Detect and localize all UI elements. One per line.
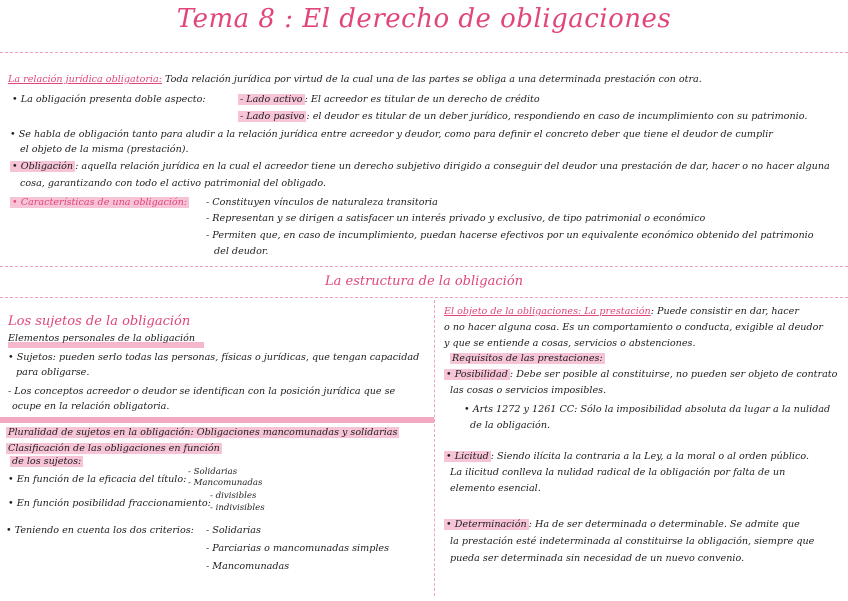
posib-label: • Posibilidad: [446, 369, 508, 380]
lado-activo-line: [238, 94, 540, 106]
sujetos-line-1: • Sujetos: pueden serlo todas las personas, físicas o jurídicas, que tengan capacidad: [8, 352, 420, 363]
lado-pasivo-label: - Lado pasivo: [240, 111, 305, 122]
caracteristicas-label: [10, 197, 189, 209]
obligacion-label: • Obligación: [12, 161, 74, 172]
obligacion-line-2: cosa, garantizando con todo el activo patrimonial del obligado.: [20, 178, 327, 189]
habla-line-1: • Se habla de obligación tanto para aludir a la relación jurídica entre acreedor y deudor, como para definir el concreto deber que tiene el deudor de cumplir: [10, 129, 773, 140]
relacion-label: La relación jurídica obligatoria:: [8, 74, 162, 85]
estructura-title: La estructura de la obligación: [324, 274, 524, 289]
habla-line-2: el objeto de la misma (prestación).: [20, 144, 189, 155]
requisitos-text: Requisitos de las prestaciones:: [452, 353, 603, 364]
page-title: Tema 8 : El derecho de obligaciones: [176, 4, 672, 34]
car-4: del deudor.: [214, 246, 269, 257]
licitud-line-2: La ilicitud conlleva la nulidad radical de la obligación por falta de un: [450, 467, 786, 478]
lado-activo-label: - Lado activo: [240, 94, 303, 105]
sujetos-line-3: - Los conceptos acreedor o deudor se identifican con la posición jurídica que se: [8, 386, 396, 397]
pluralidad-band: [0, 417, 434, 423]
det-line-1: [444, 519, 800, 531]
objeto-text-1: : Puede consistir en dar, hacer: [650, 306, 799, 317]
pluralidad-heading: [6, 427, 399, 439]
clasif-line-2: [10, 456, 83, 468]
det-line-2: la prestación esté indeterminada al constituirse la obligación, siempre que: [450, 536, 815, 547]
caracteristicas-label-text: • Características de una obligación:: [12, 197, 188, 208]
posib-line-2: las cosas o servicios imposibles.: [450, 385, 607, 396]
sujetos-line-2: para obligarse.: [16, 367, 90, 378]
licitud-text-1: : Siendo ilícita la contraria a la Ley, a la moral o al orden público.: [490, 451, 810, 462]
f2-a: - divisibles: [210, 491, 257, 501]
clasif-line-1: [6, 443, 222, 455]
f2-label: • En función posibilidad fraccionamiento:: [8, 498, 211, 509]
relacion-text: Toda relación jurídica por virtud de la cual una de las partes se obliga a una determinada prestación con otra.: [165, 74, 702, 85]
divider-top: [0, 52, 848, 53]
posib-text-1: : Debe ser posible al constituirse, no pueden ser objeto de contrato: [509, 369, 838, 380]
objeto-label: El objeto de la obligaciones: La prestación: [444, 306, 651, 317]
objeto-line-3: y que se entiende a cosas, servicios o abstenciones.: [444, 338, 696, 349]
lado-activo-text: : El acreedor es titular de un derecho de crédito: [304, 94, 540, 105]
lado-pasivo-text: : el deudor es titular de un deber jurídico, respondiendo en caso de incumplimiento con su patrimonio.: [306, 111, 808, 122]
objeto-line-2: o no hacer alguna cosa. Es un comportamiento o conducta, exigible al deudor: [444, 322, 823, 333]
f1-a: - Solidarias: [188, 467, 238, 477]
car-1: - Constituyen vínculos de naturaleza transitoria: [206, 197, 438, 208]
doble-aspecto: • La obligación presenta doble aspecto:: [12, 94, 206, 105]
sujetos-line-4: ocupe en la relación obligatoria.: [12, 401, 170, 412]
f2-b: - indivisibles: [210, 503, 265, 513]
clasif-text-1: Clasificación de las obligaciones en función: [8, 443, 220, 454]
det-text-1: : Ha de ser determinada o determinable. Se admite que: [528, 519, 800, 530]
car-3: - Permiten que, en caso de incumplimiento, puedan hacerse efectivos por un equivalente económico obtenido del patrimonio: [206, 230, 814, 241]
f3-c: - Mancomunadas: [206, 561, 290, 572]
lado-pasivo-line: [238, 111, 807, 123]
relacion-line: [8, 74, 702, 86]
requisitos-heading: [450, 353, 605, 365]
obligacion-line-1: [10, 161, 830, 173]
det-label: • Determinación: [446, 519, 527, 530]
column-divider: [434, 300, 435, 596]
f1-b: - Mancomunadas: [188, 478, 263, 488]
clasif-text-2: de los sujetos:: [12, 456, 82, 467]
sujetos-title: Los sujetos de la obligación: [8, 314, 191, 329]
f3-label: • Teniendo en cuenta los dos criterios:: [6, 525, 194, 536]
licitud-line-3: elemento esencial.: [450, 483, 541, 494]
f1-label: • En función de la eficacia del título:: [8, 474, 187, 485]
licitud-line-1: [444, 451, 809, 463]
arts-line-1: • Arts 1272 y 1261 CC: Sólo la imposibilidad absoluta da lugar a la nulidad: [464, 404, 831, 415]
arts-line-2: de la obligación.: [470, 420, 551, 431]
divider-structure: [0, 297, 848, 298]
licitud-label: • Licitud: [446, 451, 489, 462]
pluralidad-text: Pluralidad de sujetos en la obligación: Obligaciones mancomunadas y solidarias: [8, 427, 398, 438]
objeto-line-1: [444, 306, 799, 318]
posib-line-1: [444, 369, 837, 381]
elementos-heading: Elementos personales de la obligación: [8, 333, 196, 344]
f3-b: - Parciarias o mancomunadas simples: [206, 543, 390, 554]
divider-mid: [0, 266, 848, 267]
det-line-3: pueda ser determinada sin necesidad de un nuevo convenio.: [450, 553, 745, 564]
car-2: - Representan y se dirigen a satisfacer un interés privado y exclusivo, de tipo patrimonial o económico: [206, 213, 706, 224]
obligacion-text-1: : aquella relación jurídica en la cual el acreedor tiene un derecho subjetivo dirigido a conseguir del deudor una prestación de dar, hacer o no hacer alguna: [75, 161, 830, 172]
f3-a: - Solidarias: [206, 525, 261, 536]
